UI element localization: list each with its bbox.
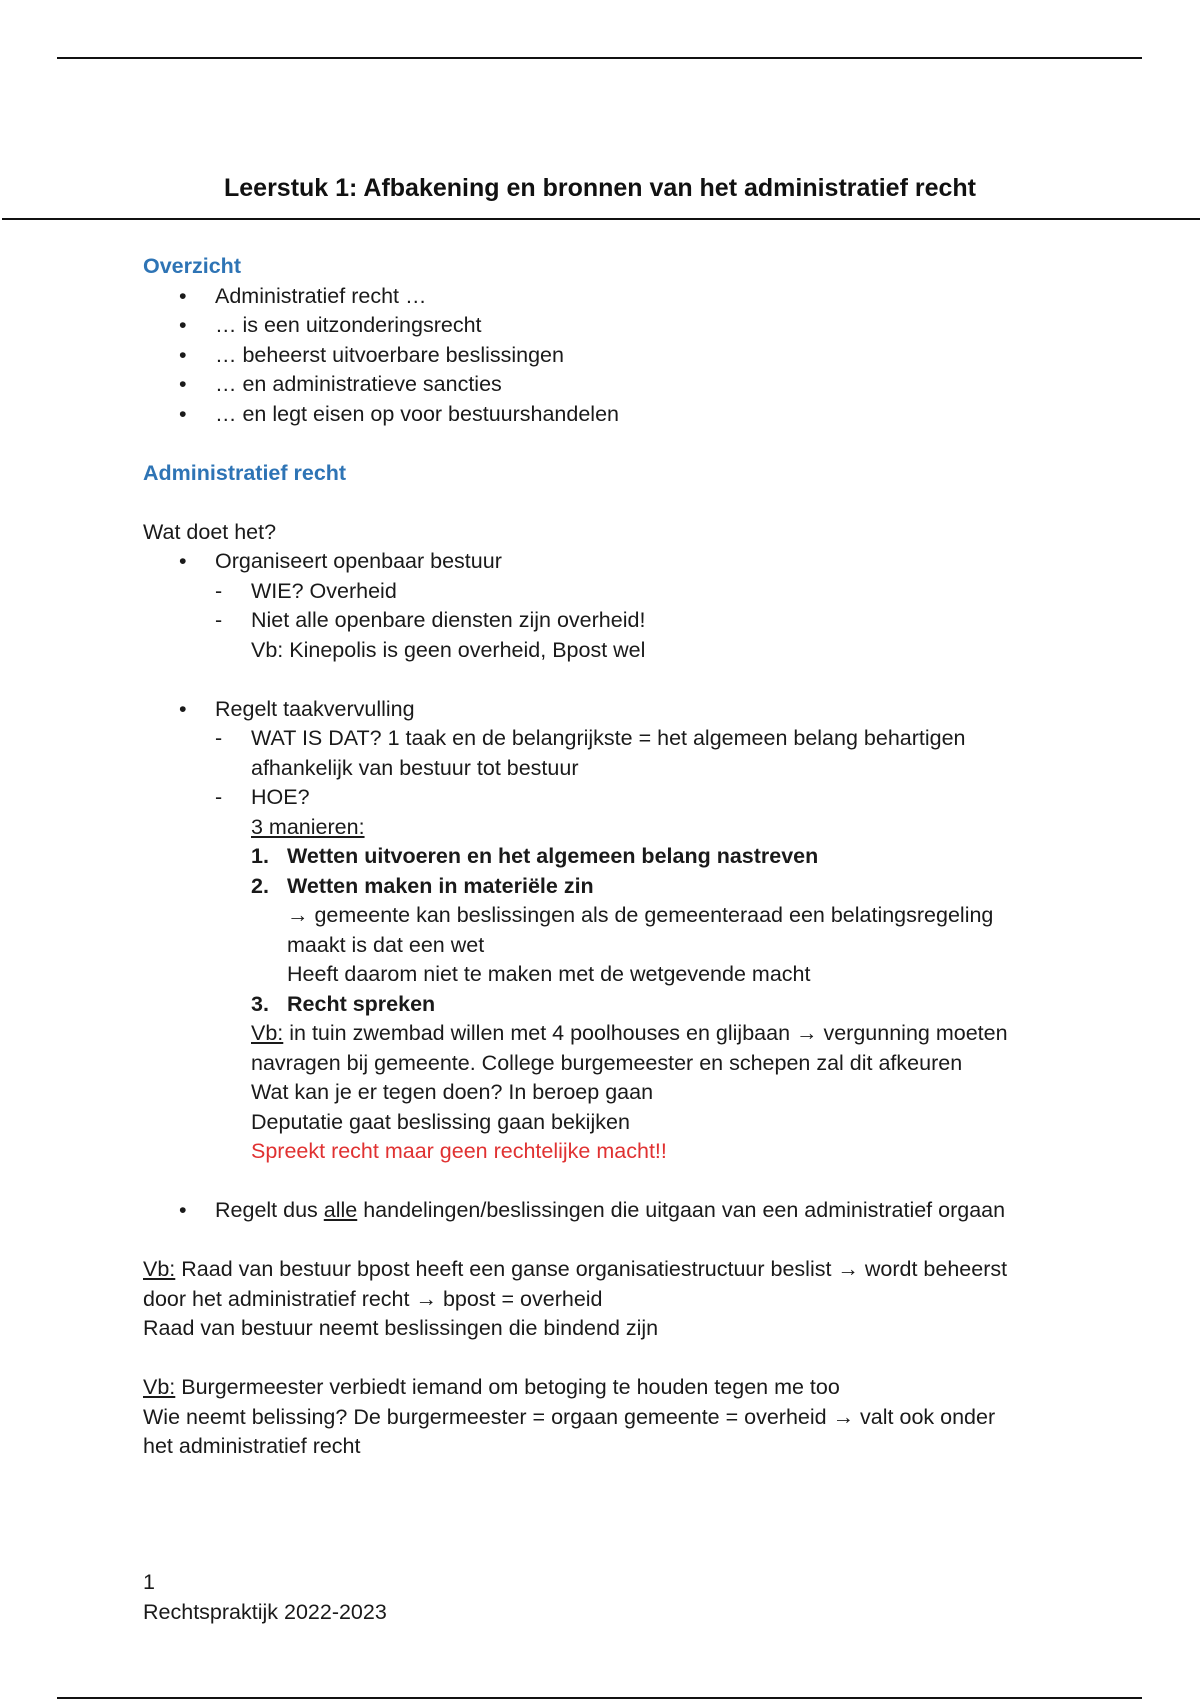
title-rule [2,218,1200,220]
underlined-word: alle [323,1198,358,1222]
item-number: 1. [251,844,269,868]
example-line [143,1373,1063,1403]
item-detail: maakt is dat een wet [287,932,485,957]
header-rule [57,57,1142,59]
example-line: navragen bij gemeente. College burgemeester en schepen zal dit afkeuren [251,1050,963,1075]
footer-course: Rechtspraktijk 2022-2023 [143,1599,387,1624]
example-line: Deputatie gaat beslissing gaan bekijken [251,1109,630,1134]
example-text: Burgermeester verbiedt iemand om betoging te houden tegen me too [175,1375,840,1399]
bullet-regelt-dus [143,1196,1063,1226]
overview-item: • … beheerst uitvoerbare beslissingen [143,341,1063,371]
bullet-regelt-taakvervulling: • Regelt taakvervulling [143,695,1063,725]
overview-item: • … en legt eisen op voor bestuurshandelen [143,400,1063,430]
item-text: Recht spreken [287,991,436,1016]
example-text: in tuin zwembad willen met 4 poolhouses en glijbaan → vergunning moeten [283,1021,1008,1045]
item-detail: → gemeente kan beslissingen als de gemeenteraad een belatingsregeling [287,903,994,927]
overview-item: • Administratief recht … [143,282,1063,312]
example-label: Vb: [143,1257,176,1281]
example-line [143,1255,1063,1285]
example-line: het administratief recht [143,1434,361,1458]
numbered-item [143,990,1063,1020]
dash-item: - HOE? [143,783,1063,813]
dash-item: - WAT IS DAT? 1 taak en de belangrijkste = het algemeen belang behartigen [143,724,1063,754]
page-number: 1 [143,1570,155,1594]
example-text: Raad van bestuur bpost heeft een ganse organisatiestructuur beslist → wordt beheerst [175,1257,1008,1281]
dash-item: - Niet alle openbare diensten zijn overheid! [143,606,1063,636]
document-body [143,252,1063,1462]
section-heading: Administratief recht [143,460,347,485]
dash-item: - WIE? Overheid [143,577,1063,607]
dash-continuation: afhankelijk van bestuur tot bestuur [251,755,579,780]
bullet-organiseert: • Organiseert openbaar bestuur [143,547,1063,577]
example-line: door het administratief recht → bpost = overheid [143,1286,603,1311]
example-line: Wie neemt belissing? De burgermeester = orgaan gemeente = overheid → valt ook onder [143,1404,996,1429]
ways-label-line [143,813,1063,843]
overview-item: • … is een uitzonderingsrecht [143,311,1063,341]
item-number: 2. [251,873,269,898]
example-label: Vb: [251,1021,284,1045]
page-footer [143,1568,387,1627]
example-label: Vb: [143,1375,176,1399]
bullet-text: handelingen/beslissingen die uitgaan van een administratief orgaan [357,1198,1006,1222]
numbered-item [143,842,1063,872]
page-title: Leerstuk 1: Afbakening en bronnen van het administratief recht [223,174,976,202]
example-text: Vb: Kinepolis is geen overheid, Bpost wel [251,637,646,662]
item-detail: Heeft daarom niet te maken met de wetgevende macht [287,962,811,986]
footer-rule [57,1697,1142,1699]
numbered-item [143,872,1063,902]
highlight-note: Spreekt recht maar geen rechtelijke macht!! [251,1139,667,1163]
item-number: 3. [251,991,269,1016]
item-text: Wetten uitvoeren en het algemeen belang nastreven [287,844,819,868]
example-line [143,1019,1063,1049]
section-question: Wat doet het? [143,519,277,544]
example-line: Wat kan je er tegen doen? In beroep gaan [251,1080,654,1104]
overview-heading: Overzicht [143,254,241,278]
ways-label: 3 manieren: [251,814,365,839]
example-line: Raad van bestuur neemt beslissingen die bindend zijn [143,1316,659,1340]
bullet-text: Regelt dus [215,1198,324,1222]
item-text: Wetten maken in materiële zin [287,873,594,898]
overview-item: • … en administratieve sancties [143,370,1063,400]
